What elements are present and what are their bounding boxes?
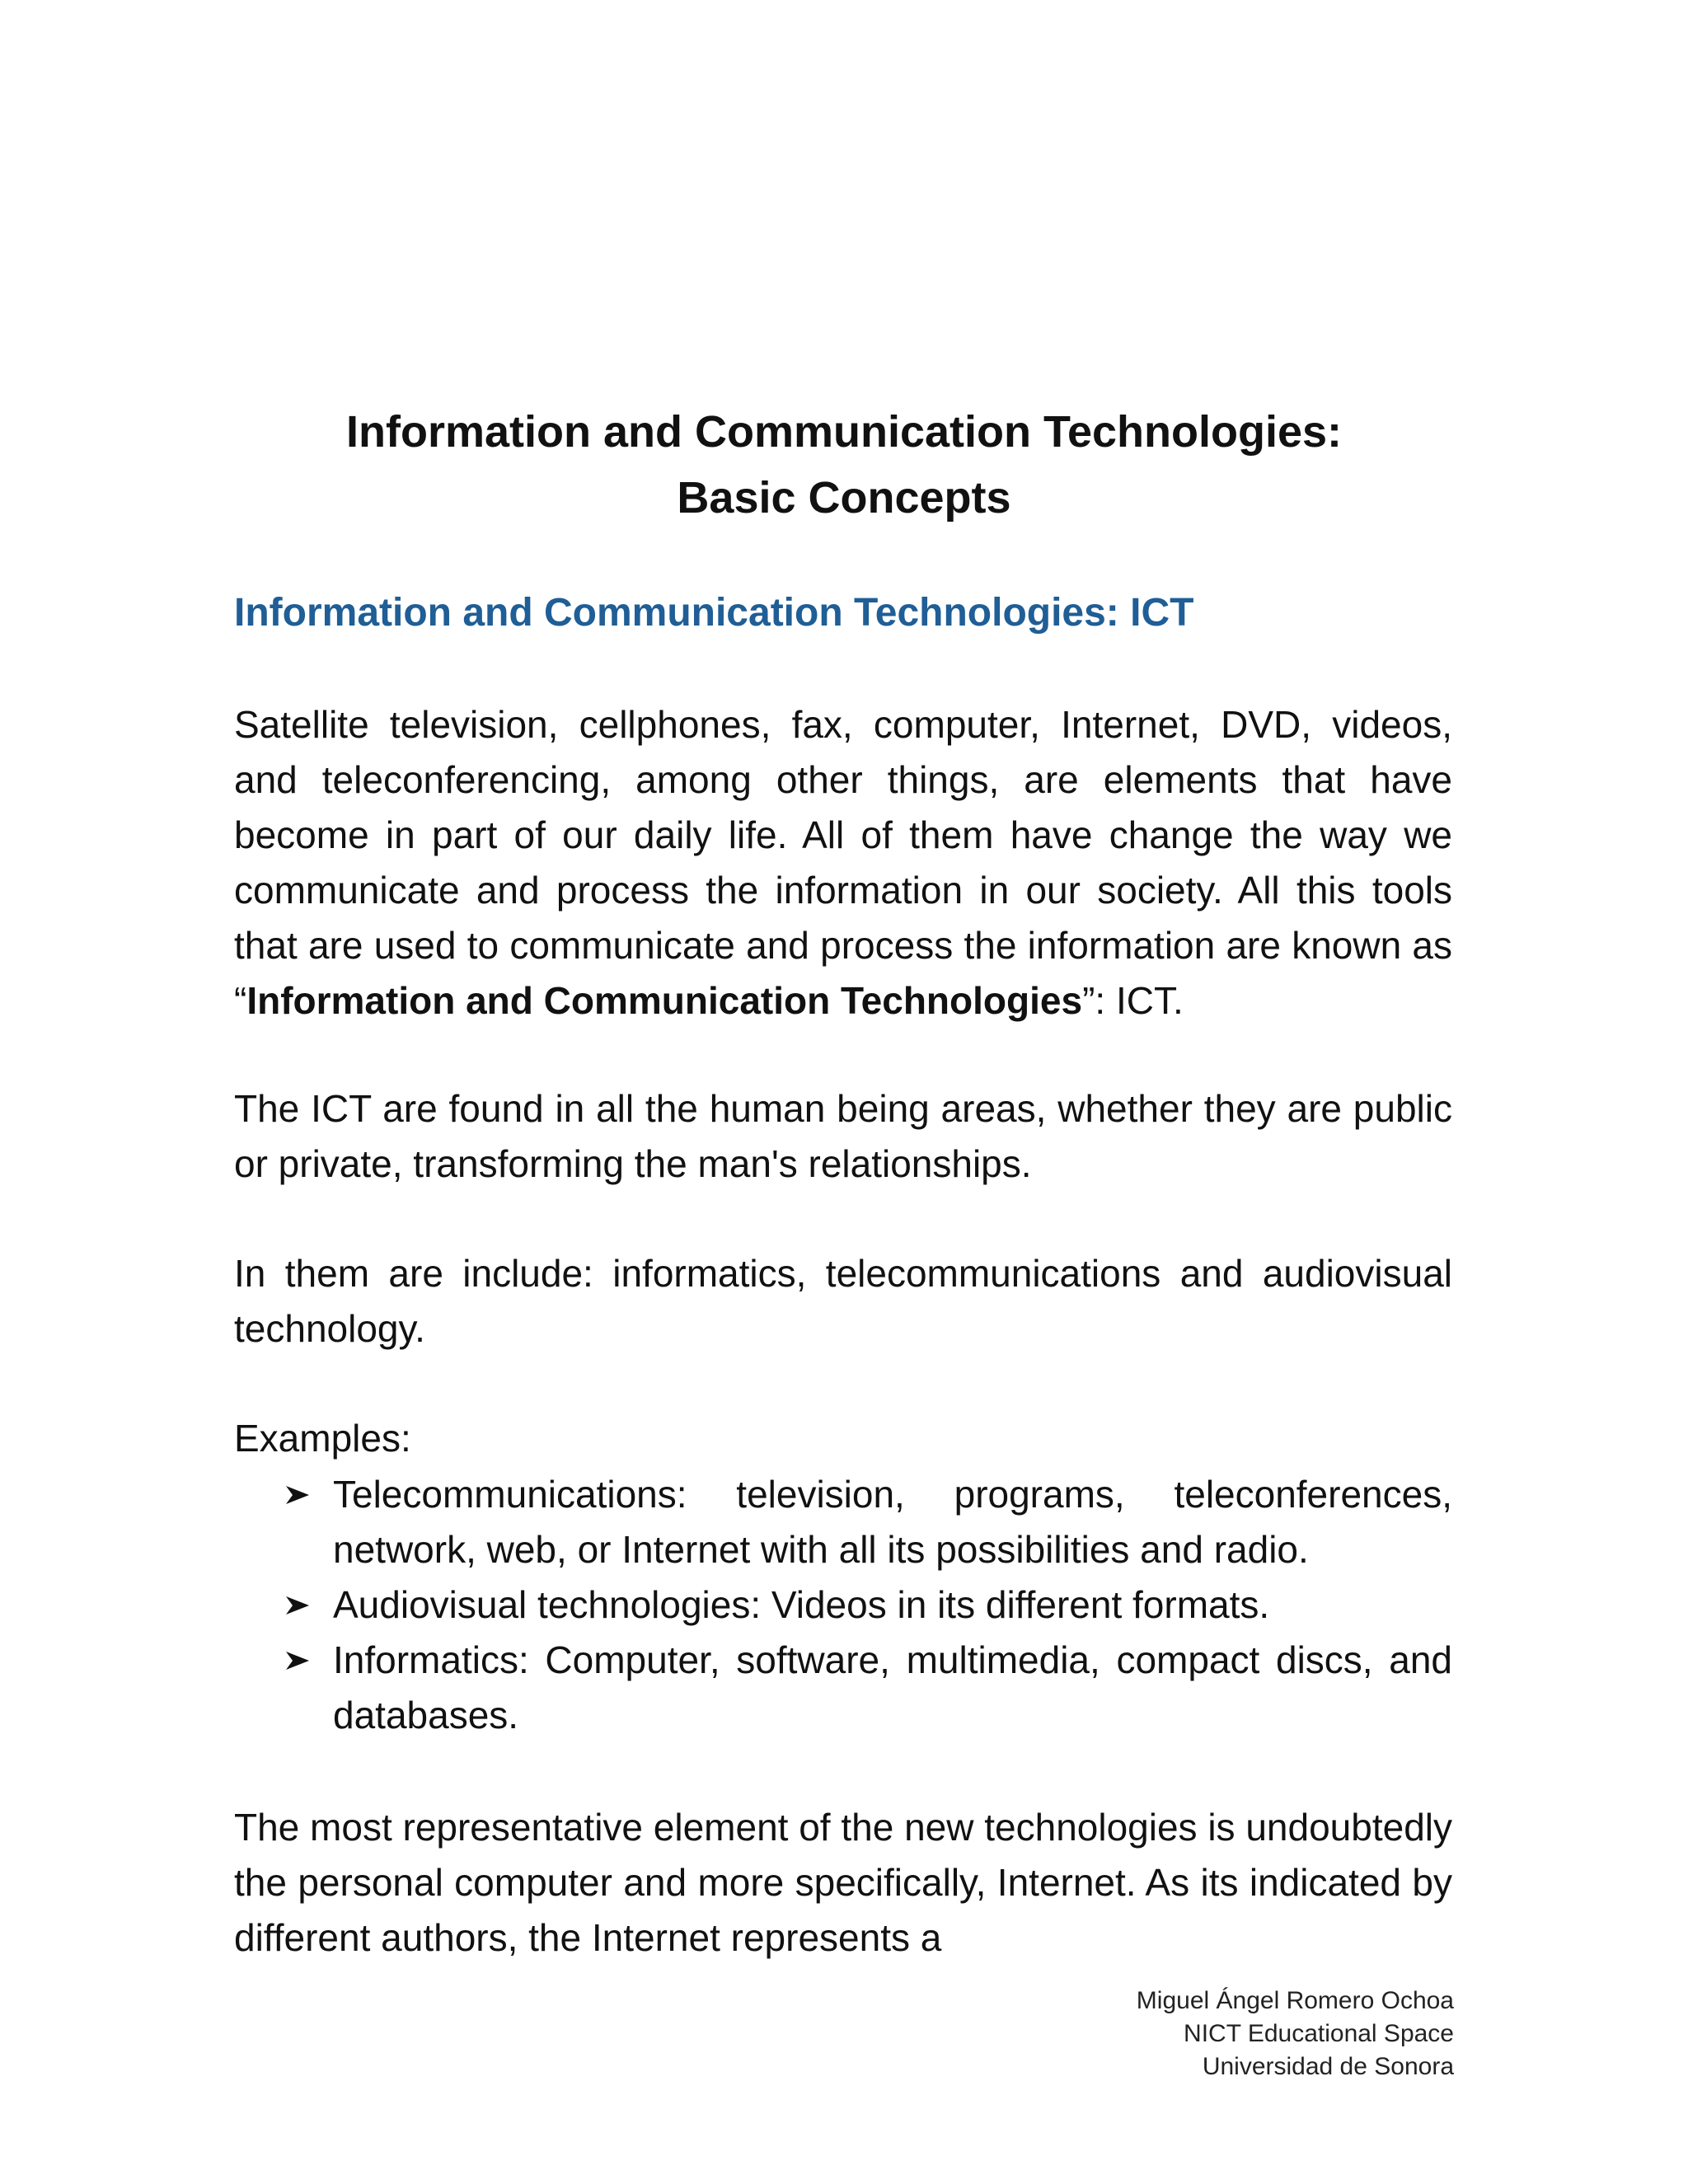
title-line-1: Information and Communication Technologies: [345,407,1342,457]
paragraph-ict-includes: In them are include: informatics, telecommunications and audiovisual technology. [234,1252,1452,1350]
title-line-2: Basic Concepts [677,473,1011,523]
list-item-text: Telecommunications: television, programs, teleconferences, network, web, or Internet with all its possibilities and radio. [333,1473,1452,1571]
paragraph-ict-areas: The ICT are found in all the human being areas, whether they are public or private, transforming the man's relationships. [234,1087,1452,1185]
footer-author: Miguel Ángel Romero Ochoa [1136,1987,1454,2014]
examples-list [280,1467,1452,1743]
list-item [280,1633,1452,1743]
page-footer [877,1985,1454,2083]
list-item-text: Informatics: Computer, software, multimedia, compact discs, and databases. [333,1638,1452,1736]
paragraph-1-text-after: ”: ICT. [1082,979,1184,1022]
paragraph-personal-computer: The most representative element of the new technologies is undoubtedly the personal computer and more specifically, Internet. As its indicated by different authors, the Internet represents a [234,1806,1452,1959]
arrowhead-bullet-icon [285,1651,310,1671]
document-title [231,399,1457,531]
list-item [280,1577,1452,1633]
examples-label: Examples: [234,1417,411,1460]
list-item [280,1467,1452,1577]
paragraph-ict-definition [234,697,1452,1029]
list-item-text: Audiovisual technologies: Videos in its different formats. [333,1583,1270,1626]
arrowhead-bullet-icon [285,1596,310,1615]
footer-university: Universidad de Sonora [1202,2053,1454,2080]
paragraph-1-bold-term: Information and Communication Technologies [246,979,1083,1022]
paragraph-1-text-before: Satellite television, cellphones, fax, computer, Internet, DVD, videos, and teleconferencing, among other things, are elements that have become in part of our daily life. All of them have change the way we communicate and process the information in our society. All this tools that are used to communicate and process the information are known as “ [234,703,1452,1022]
footer-space: NICT Educational Space [1184,2020,1454,2047]
arrowhead-bullet-icon [285,1485,310,1505]
section-heading: Information and Communication Technologies: ICT [234,591,1194,635]
